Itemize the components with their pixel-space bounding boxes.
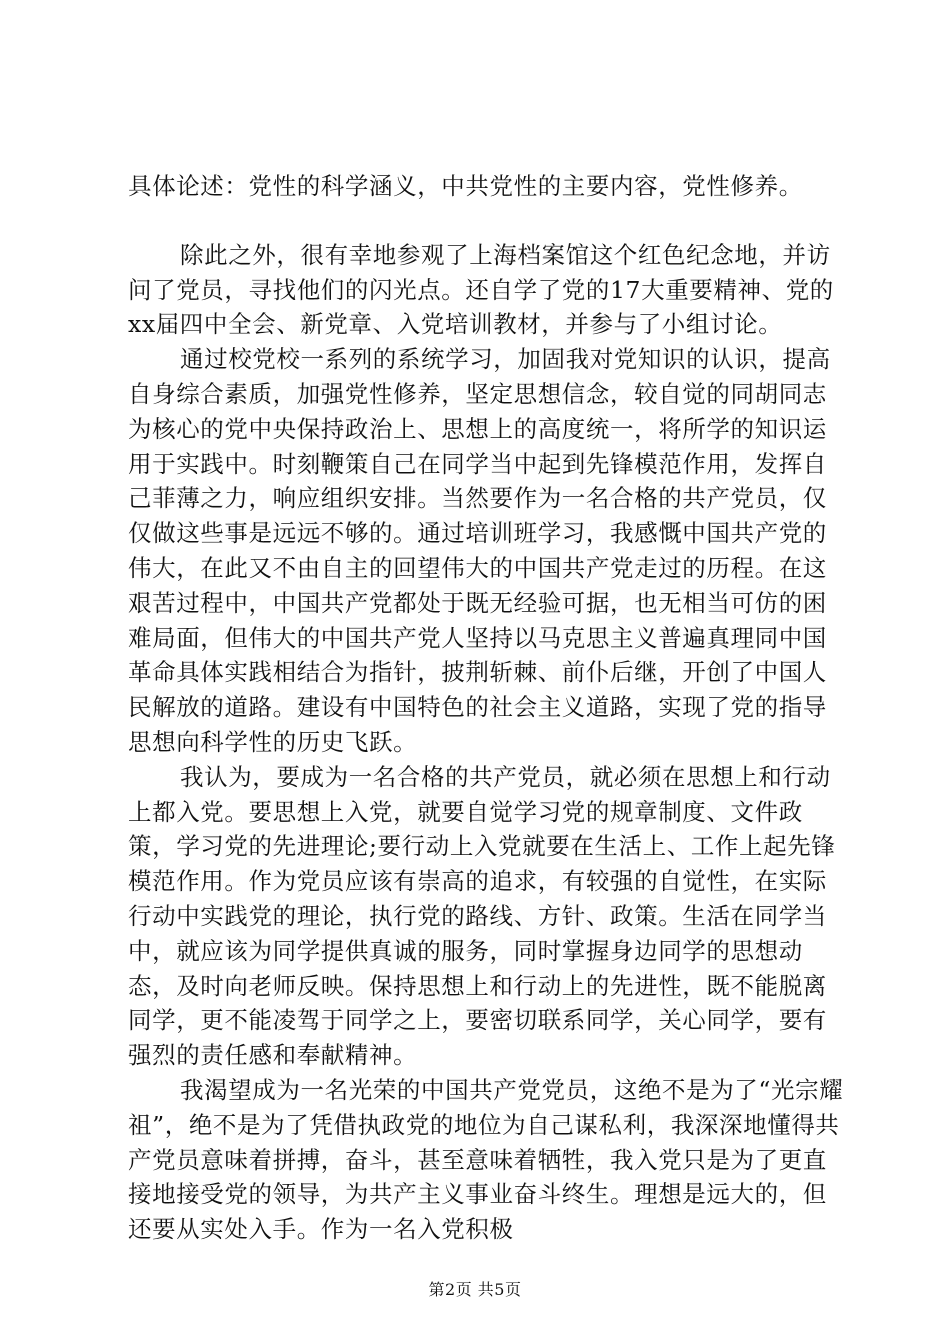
paragraph-3: 通过校党校一系列的系统学习，加固我对党知识的认识，提高自身综合素质，加强党性修养，坚定思想信念，较自觉的同胡同志为核心的党中央保持政治上、思想上的高度统一，将所学的知识运用于实践中。时刻鞭策自己在同学当中起到先锋模范作用，发挥自己菲薄之力，响应组织安排。当然要作为一名合格的共产党员，仅仅做这些事是远远不够的。通过培训班学习，我感慨中国共产党的伟大，在此又不由自主的回望伟大的中国共产党走过的历程。在这艰苦过程中，中国共产党都处于既无经验可据，也无相当可仿的困难局面，但伟大的中国共产党人坚持以马克思主义普遍真理同中国革命具体实践相结合为指针，披荆斩棘、前仆后继，开创了中国人民解放的道路。建设有中国特色的社会主义道路，实现了党的指导思想向科学性的历史飞跃。 — [128, 345, 831, 756]
document-body — [128, 169, 850, 1247]
page-footer: 第2页 共5页 — [428, 1280, 522, 1299]
paragraph-1: 具体论述：党性的科学涵义，中共党性的主要内容，党性修养。 — [128, 172, 803, 200]
paragraph-2: 除此之外，很有幸地参观了上海档案馆这个红色纪念地，并访问了党员，寻找他们的闪光点。还自学了党的17大重要精神、党的xx届四中全会、新党章、入党培训教材，并参与了小组讨论。 — [128, 240, 834, 339]
paragraph-5: 我渴望成为一名光荣的中国共产党党员，这绝不是为了“光宗耀祖”，绝不是为了凭借执政党的地位为自己谋私利，我深深地懂得共产党员意味着拼搏，奋斗，甚至意味着牺牲，我入党只是为了更直接地接受党的领导，为共产主义事业奋斗终生。理想是远大的，但还要从实处入手。作为一名入党积极 — [128, 1075, 844, 1244]
paragraph-4: 我认为，要成为一名合格的共产党员，就必须在思想上和行动上都入党。要思想上入党，就要自觉学习党的规章制度、文件政策，学习党的先进理论;要行动上入党就要在生活上、工作上起先锋模范作用。作为党员应该有崇高的追求，有较强的自觉性，在实际行动中实践党的理论，执行党的路线、方针、政策。生活在同学当中，就应该为同学提供真诚的服务，同时掌握身边同学的思想动态，及时向老师反映。保持思想上和行动上的先进性，既不能脱离同学，更不能凌驾于同学之上，要密切联系同学，关心同学，要有强烈的责任感和奉献精神。 — [128, 762, 836, 1070]
